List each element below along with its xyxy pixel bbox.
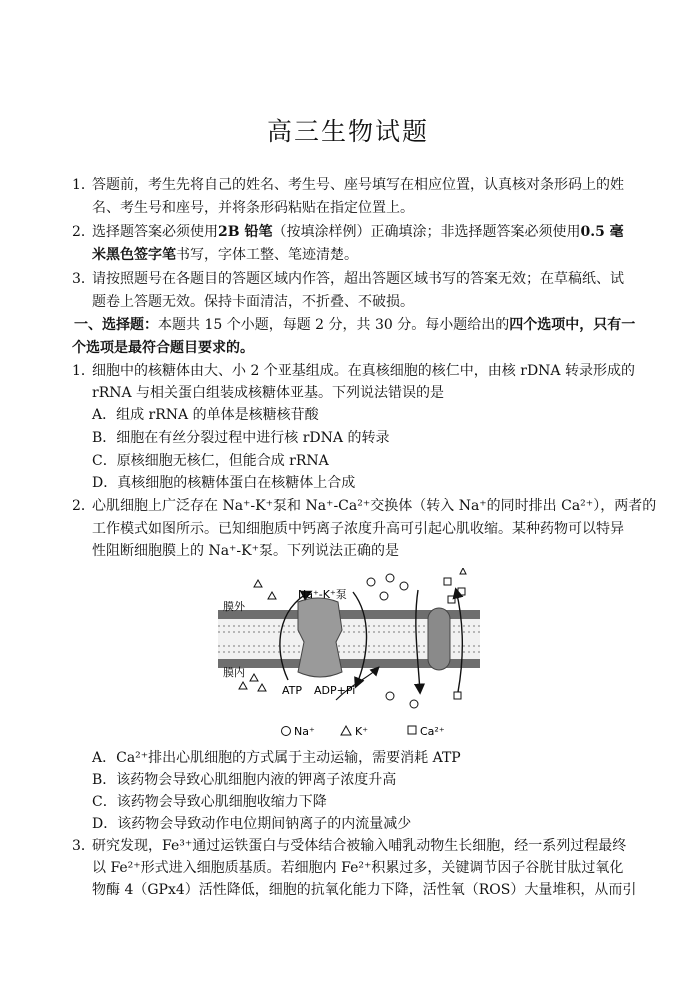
note-text: 选择题答案必须使用 bbox=[92, 224, 218, 240]
legend-k: K⁺ bbox=[355, 725, 369, 738]
note-emphasis: 2B 铅笔 bbox=[218, 224, 273, 240]
option-a: A．组成 rRNA 的单体是核糖核苷酸 bbox=[92, 407, 319, 423]
section-line bbox=[72, 338, 254, 358]
atp-label: ATP bbox=[282, 684, 303, 697]
legend-na: Na⁺ bbox=[294, 725, 315, 738]
figure-legend bbox=[282, 725, 445, 738]
option-c: C．该药物会导致心肌细胞收缩力下降 bbox=[92, 794, 327, 810]
option-d: D．该药物会导致动作电位期间钠离子的内流量减少 bbox=[92, 816, 412, 832]
question-stem: rRNA 与相关蛋白组装成核糖体亚基。下列说法错误的是 bbox=[92, 385, 445, 401]
note-line: 题卷上答题无效。保持卡面清洁，不折叠、不破损。 bbox=[92, 294, 414, 310]
section-text: 本题共 15 个小题，每题 2 分，共 30 分。每小题给出的 bbox=[158, 317, 510, 333]
option-c: C．原核细胞无核仁，但能合成 rRNA bbox=[92, 453, 329, 469]
note-number: 1． bbox=[72, 177, 95, 193]
note-line bbox=[92, 222, 624, 242]
section-emphasis: 四个选项中，只有一 bbox=[509, 317, 636, 333]
option-b: B．细胞在有丝分裂过程中进行核 rDNA 的转录 bbox=[92, 430, 390, 446]
section-emphasis: 个选项是最符合题目要求的。 bbox=[72, 340, 254, 356]
question-number: 1． bbox=[72, 363, 95, 379]
note-emphasis: 0.5 毫 bbox=[580, 224, 624, 240]
pump-label: Na⁺-K⁺泵 bbox=[298, 588, 347, 601]
question-stem: 心肌细胞上广泛存在 Na⁺-K⁺泵和 Na⁺-Ca²⁺交换体（转入 Na⁺的同时排出 Ca²⁺），两者的 bbox=[92, 498, 657, 514]
na-ca-exchanger bbox=[428, 608, 450, 670]
question-stem: 细胞中的核糖体由大、小 2 个亚基组成。在真核细胞的核仁中，由核 rDNA 转录形成的 bbox=[92, 363, 635, 379]
question-stem: 以 Fe²⁺形式进入细胞质基质。若细胞内 Fe²⁺积累过多，关键调节因子谷胱甘肽过氧化 bbox=[92, 860, 624, 876]
note-line: 答题前，考生先将自己的姓名、考生号、座号填写在相应位置，认真核对条形码上的姓 bbox=[92, 177, 624, 193]
section-label: 一、选择题： bbox=[74, 317, 158, 333]
question-stem: 工作模式如图所示。已知细胞质中钙离子浓度升高可引起心肌收缩。某种药物可以特异 bbox=[92, 521, 624, 537]
option-d: D．真核细胞的核糖体蛋白在核糖体上合成 bbox=[92, 475, 356, 491]
option-a: A．Ca²⁺排出心肌细胞的方式属于主动运输，需要消耗 ATP bbox=[92, 750, 461, 766]
legend-ca: Ca²⁺ bbox=[420, 725, 445, 738]
question-stem: 性阻断细胞膜上的 Na⁺-K⁺泵。下列说法正确的是 bbox=[92, 543, 400, 559]
note-line: 名、考生号和座号，并将条形码粘贴在指定位置上。 bbox=[92, 200, 414, 216]
note-line bbox=[92, 245, 358, 265]
note-number: 2． bbox=[72, 224, 95, 240]
note-text: 书写，字体工整、笔迹清楚。 bbox=[176, 247, 358, 263]
ions-outside bbox=[254, 568, 466, 603]
note-text: （按填涂样例）正确填涂；非选择题答案必须使用 bbox=[272, 224, 581, 240]
note-number: 3． bbox=[72, 271, 95, 287]
outside-label: 膜外 bbox=[223, 600, 245, 613]
option-b: B．该药物会导致心肌细胞内液的钾离子浓度升高 bbox=[92, 772, 397, 788]
inside-label: 膜内 bbox=[223, 666, 245, 679]
question-stem: 物酶 4（GPx4）活性降低，细胞的抗氧化能力下降，活性氧（ROS）大量堆积，从而引 bbox=[92, 882, 637, 898]
adp-label: ADP+Pi bbox=[314, 684, 356, 697]
membrane-transport-figure bbox=[218, 568, 480, 746]
na-k-pump bbox=[298, 598, 342, 677]
note-emphasis: 米黑色签字笔 bbox=[92, 247, 176, 263]
question-stem: 研究发现，Fe³⁺通过运铁蛋白与受体结合被输入哺乳动物生长细胞，经一系列过程最终 bbox=[92, 838, 627, 854]
section-line bbox=[74, 315, 635, 335]
note-line: 请按照题号在各题目的答题区域内作答，超出答题区域书写的答案无效；在草稿纸、试 bbox=[92, 271, 624, 287]
question-number: 2． bbox=[72, 498, 95, 514]
question-number: 3． bbox=[72, 838, 95, 854]
page-title: 高三生物试题 bbox=[266, 117, 429, 146]
